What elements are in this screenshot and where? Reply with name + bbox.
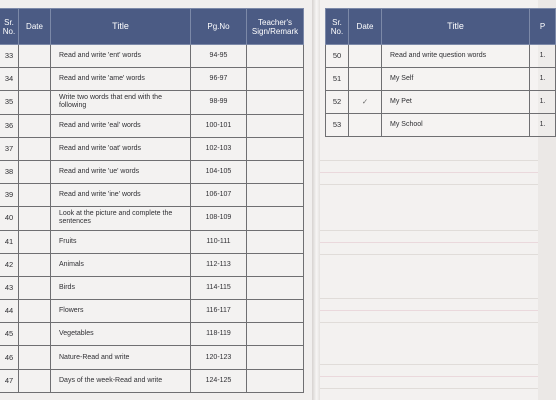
sr-cell: 41 (0, 230, 19, 253)
sr-cell: 47 (0, 369, 19, 392)
ruled-line (320, 388, 538, 389)
date-cell (19, 207, 51, 230)
title-cell: Birds (51, 276, 191, 299)
title-cell: Days of the week-Read and write (51, 369, 191, 392)
date-cell (19, 45, 51, 68)
sr-cell: 40 (0, 207, 19, 230)
sr-cell: 53 (326, 114, 349, 137)
header-title: Title (51, 9, 191, 45)
page-cell: 120-123 (191, 346, 247, 369)
title-cell: My Self (382, 68, 530, 91)
page-cell: 116-117 (191, 300, 247, 323)
sr-cell: 38 (0, 160, 19, 183)
remark-cell (247, 160, 304, 183)
remark-cell (247, 369, 304, 392)
table-row (326, 114, 556, 137)
sr-cell: 50 (326, 45, 349, 68)
sr-cell: 45 (0, 323, 19, 346)
page-cell: 110-111 (191, 230, 247, 253)
date-cell: ✓ (349, 91, 382, 114)
page-cell: 1. (530, 114, 556, 137)
table-row (0, 276, 304, 299)
page-cell: 98-99 (191, 91, 247, 114)
table-row (326, 91, 556, 114)
title-cell: Read and write question words (382, 45, 530, 68)
title-cell: Animals (51, 253, 191, 276)
table-row (0, 230, 304, 253)
date-cell (19, 114, 51, 137)
table-row (0, 68, 304, 91)
date-cell (19, 230, 51, 253)
date-cell (19, 160, 51, 183)
table-row (326, 68, 556, 91)
table-row (0, 346, 304, 369)
header-teacher-remark: Teacher's Sign/Remark (247, 9, 304, 45)
page-cell: 94-95 (191, 45, 247, 68)
ruled-line (320, 230, 538, 231)
page-cell: 106-107 (191, 184, 247, 207)
date-cell (349, 114, 382, 137)
title-cell: Read and write 'ue' words (51, 160, 191, 183)
sr-cell: 33 (0, 45, 19, 68)
remark-cell (247, 114, 304, 137)
page-cell: 102-103 (191, 137, 247, 160)
page-cell: 108-109 (191, 207, 247, 230)
remark-cell (247, 137, 304, 160)
sr-cell: 37 (0, 137, 19, 160)
date-cell (19, 346, 51, 369)
table-row (0, 369, 304, 392)
sr-cell: 46 (0, 346, 19, 369)
sr-cell: 36 (0, 114, 19, 137)
remark-cell (247, 184, 304, 207)
table-row (0, 184, 304, 207)
title-cell: Read and write 'ame' words (51, 68, 191, 91)
sr-cell: 42 (0, 253, 19, 276)
header-sr-no: Sr. No. (0, 9, 19, 45)
header-sr-no: Sr. No. (326, 9, 349, 45)
page-cell: 124-125 (191, 369, 247, 392)
title-cell: Fruits (51, 230, 191, 253)
table-row (0, 45, 304, 68)
ruled-line (320, 298, 538, 299)
title-cell: Vegetables (51, 323, 191, 346)
remark-cell (247, 253, 304, 276)
sr-cell: 52 (326, 91, 349, 114)
table-row (326, 45, 556, 68)
date-cell (349, 45, 382, 68)
header-date: Date (19, 9, 51, 45)
date-cell (349, 68, 382, 91)
header-page-no: Pg.No (191, 9, 247, 45)
table-row (0, 91, 304, 114)
table-row (0, 207, 304, 230)
page-cell: 1. (530, 45, 556, 68)
date-cell (19, 184, 51, 207)
table-row (0, 300, 304, 323)
sr-cell: 35 (0, 91, 19, 114)
sr-cell: 39 (0, 184, 19, 207)
remark-cell (247, 276, 304, 299)
right-page (320, 0, 546, 400)
page-cell: 112-113 (191, 253, 247, 276)
title-cell: Read and write 'eal' words (51, 114, 191, 137)
page-cell: 104-105 (191, 160, 247, 183)
title-cell: Nature-Read and write (51, 346, 191, 369)
table-row (0, 253, 304, 276)
page-cell: 100-101 (191, 114, 247, 137)
date-cell (19, 323, 51, 346)
page-cell: 114-115 (191, 276, 247, 299)
page-cell: 1. (530, 91, 556, 114)
ruled-line (320, 310, 538, 311)
title-cell: My School (382, 114, 530, 137)
remark-cell (247, 300, 304, 323)
ruled-line (320, 364, 538, 365)
ruled-line (320, 322, 538, 323)
date-cell (19, 253, 51, 276)
remark-cell (247, 207, 304, 230)
ruled-line (320, 376, 538, 377)
remark-cell (247, 45, 304, 68)
date-cell (19, 137, 51, 160)
date-cell (19, 276, 51, 299)
ruled-line (320, 184, 538, 185)
title-cell: Write two words that end with the following (51, 91, 191, 114)
table-row (0, 114, 304, 137)
table-row (0, 323, 304, 346)
remark-cell (247, 230, 304, 253)
page-cell: 118-119 (191, 323, 247, 346)
table-row (0, 137, 304, 160)
contents-table-left (0, 8, 304, 393)
ruled-line (320, 254, 538, 255)
remark-cell (247, 323, 304, 346)
table-header-row (326, 9, 556, 45)
sr-cell: 34 (0, 68, 19, 91)
title-cell: Read and write 'ent' words (51, 45, 191, 68)
page-cell: 1. (530, 68, 556, 91)
date-cell (19, 68, 51, 91)
title-cell: Read and write 'ine' words (51, 184, 191, 207)
ruled-line (320, 242, 538, 243)
date-cell (19, 300, 51, 323)
table-row (0, 160, 304, 183)
page-cell: 96-97 (191, 68, 247, 91)
sr-cell: 51 (326, 68, 349, 91)
table-header-row (0, 9, 304, 45)
remark-cell (247, 68, 304, 91)
remark-cell (247, 91, 304, 114)
ruled-line (320, 160, 538, 161)
title-cell: Read and write 'oat' words (51, 137, 191, 160)
sr-cell: 43 (0, 276, 19, 299)
title-cell: Look at the picture and complete the sentences (51, 207, 191, 230)
contents-table-right (325, 8, 556, 137)
date-cell (19, 369, 51, 392)
date-cell (19, 91, 51, 114)
sr-cell: 44 (0, 300, 19, 323)
title-cell: Flowers (51, 300, 191, 323)
title-cell: My Pet (382, 91, 530, 114)
header-page-no: P (530, 9, 556, 45)
ruled-line (320, 172, 538, 173)
header-date: Date (349, 9, 382, 45)
header-title: Title (382, 9, 530, 45)
remark-cell (247, 346, 304, 369)
